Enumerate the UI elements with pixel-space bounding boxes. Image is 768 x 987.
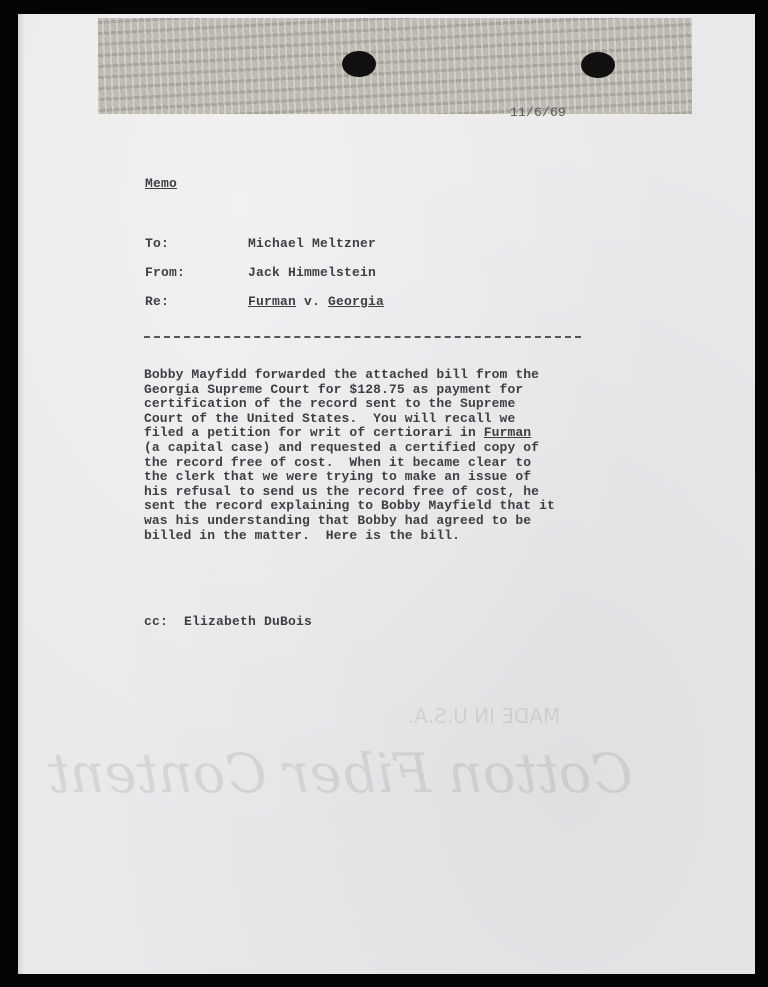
- cc-name: Elizabeth DuBois: [184, 614, 313, 629]
- body-line: sent the record explaining to Bobby Mayfield that it: [144, 498, 555, 514]
- case-name-underlined: Furman: [483, 425, 532, 441]
- body-line: Georgia Supreme Court for $128.75 as payment for: [144, 381, 524, 397]
- separator-rule: [144, 336, 581, 338]
- re-label: Re:: [145, 294, 170, 309]
- body-line-text: filed a petition for writ of certiorari in: [144, 425, 484, 441]
- body-line: [144, 426, 614, 441]
- memo-body: [144, 368, 614, 543]
- to-label: To:: [145, 236, 170, 251]
- re-value: [248, 294, 384, 309]
- re-case-part2: Georgia: [328, 294, 385, 309]
- watermark-bleed-through: [28, 704, 633, 814]
- memo-title: Memo: [145, 176, 178, 191]
- body-line: the record free of cost. When it became clear to: [144, 454, 532, 470]
- body-line: Bobby Mayfidd forwarded the attached bill from the: [144, 367, 540, 382]
- from-value: Jack Himmelstein: [248, 265, 377, 280]
- punch-hole-right: [581, 52, 615, 78]
- body-line: billed in the matter. Here is the bill.: [144, 527, 461, 543]
- tape-strip: [98, 18, 692, 114]
- body-line: the clerk that we were trying to make an issue of: [144, 469, 532, 485]
- re-case-part1: Furman: [248, 294, 297, 309]
- body-line: was his understanding that Bobby had agreed to be: [144, 512, 532, 528]
- page-edge-shadow: [18, 14, 24, 974]
- body-line: (a capital case) and requested a certified copy of: [144, 439, 540, 455]
- body-line: his refusal to send us the record free of cost, he: [144, 483, 540, 499]
- memo-page: [18, 14, 755, 974]
- re-case-separator: v.: [296, 294, 329, 309]
- cc-label: cc:: [144, 614, 169, 629]
- from-label: From:: [145, 265, 186, 280]
- cc-line: [144, 614, 312, 629]
- body-line: Court of the United States. You will recall we: [144, 410, 516, 426]
- body-line: certification of the record sent to the Supreme: [144, 396, 516, 412]
- to-value: Michael Meltzner: [248, 236, 377, 251]
- punch-hole-left: [342, 51, 376, 77]
- watermark-line1: MADE IN U.S.A.: [408, 704, 561, 728]
- watermark-line2: Cotton Fiber Content: [48, 742, 633, 805]
- memo-date: 11/6/69: [510, 105, 567, 120]
